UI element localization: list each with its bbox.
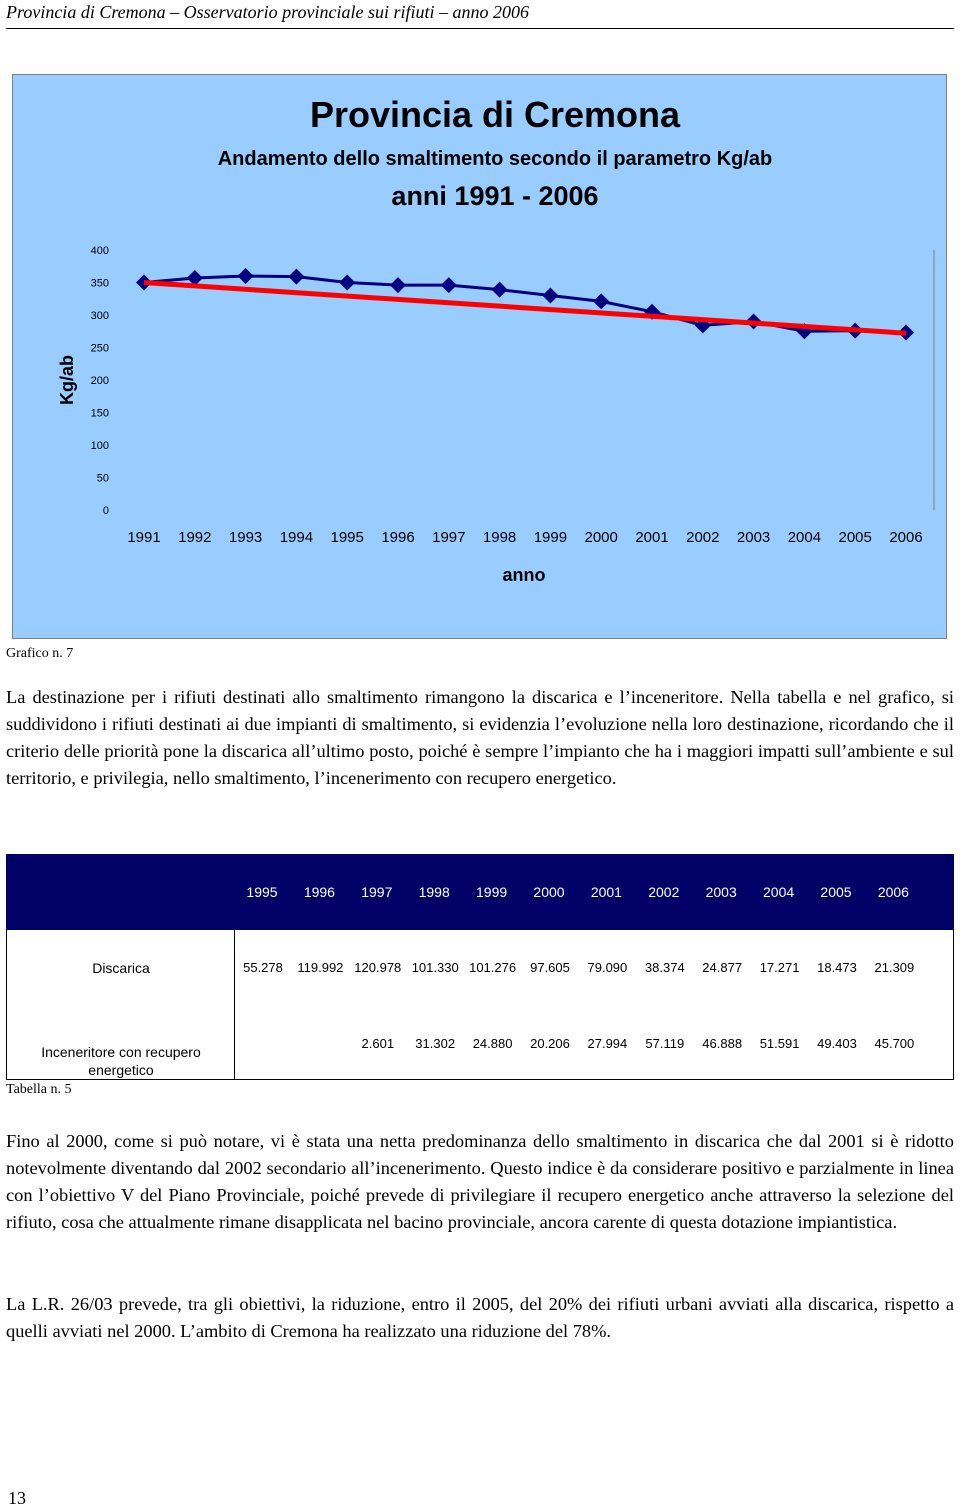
table-cell: 21.309 <box>874 960 915 975</box>
data-point-marker <box>593 293 609 309</box>
data-point-marker <box>390 277 406 293</box>
x-tick-label: 1995 <box>330 529 364 546</box>
chart-subtitle-years: anni 1991 - 2006 <box>391 181 599 211</box>
y-tick-label: 300 <box>90 310 109 322</box>
table-cell: 101.276 <box>469 960 517 975</box>
x-tick-label: 1999 <box>533 529 568 546</box>
y-tick-label: 200 <box>90 375 109 387</box>
y-tick-label: 250 <box>90 342 109 355</box>
data-point-marker <box>339 275 355 291</box>
x-axis-label: anno <box>502 565 546 585</box>
data-point-marker <box>542 288 558 304</box>
data-point-marker <box>238 268 254 284</box>
y-axis-label: Kg/ab <box>57 354 77 406</box>
x-tick-label: 2002 <box>686 529 720 546</box>
table-cell: 27.994 <box>587 1036 628 1051</box>
paragraph-law: La L.R. 26/03 prevede, tra gli obiettivi, la riduzione, entro il 2005, del 20% dei rifiuti urbani avviati alla discarica, rispetto a quelli avviati nel 2000. L’ambito di Cremona ha realizzato una riduzione del 78%. <box>6 1294 954 1341</box>
table-year-header: 2002 <box>648 884 680 900</box>
table-year-header: 1998 <box>418 884 450 900</box>
table-cell: 46.888 <box>702 1036 743 1051</box>
x-tick-label: 1998 <box>482 529 517 546</box>
table-row-label: Discarica <box>92 960 150 976</box>
data-point-marker <box>288 269 304 285</box>
table-cell: 2.601 <box>361 1036 395 1051</box>
chart-title: Provincia di Cremona <box>309 94 681 135</box>
header-rule <box>6 28 954 29</box>
y-tick-label: 0 <box>102 505 109 517</box>
table-year-header: 1996 <box>303 884 335 900</box>
table-cell: 24.880 <box>472 1036 513 1051</box>
table-year-header: 2004 <box>763 884 795 900</box>
x-tick-label: 2006 <box>889 529 923 546</box>
table-cell: 18.473 <box>817 960 857 975</box>
table-year-header: 1995 <box>246 884 278 900</box>
x-tick-label: 1993 <box>228 529 263 546</box>
table-year-header: 2003 <box>705 884 737 900</box>
line-chart <box>13 75 946 638</box>
x-tick-label: 2003 <box>736 529 771 546</box>
table-row-label: Inceneritore con recupero energetico <box>41 1044 201 1078</box>
table-cell: 45.700 <box>874 1036 915 1051</box>
x-tick-label: 2000 <box>584 529 618 546</box>
table-cell: 20.206 <box>530 1036 570 1051</box>
table-year-header: 1999 <box>476 884 508 900</box>
x-tick-label: 1992 <box>178 529 212 546</box>
table-cell: 31.302 <box>415 1036 456 1051</box>
data-point-marker <box>492 282 508 298</box>
running-header: Provincia di Cremona – Osservatorio provinciale sui rifiuti – anno 2006 <box>6 2 529 22</box>
paragraph-intro: La destinazione per i rifiuti destinati allo smaltimento rimangono la discarica e l’inceneritore. Nella tabella e nel grafico, si suddividono i rifiuti destinati ai due impianti di smaltimento, si evidenzia l’evoluzione nella loro destinazione, ricordando che il criterio delle priorità pone la discarica all’ultimo posto, poiché è sempre l’impianto che ha i maggiori impatti sull’ambiente e sul territorio, e privilegia, nello smaltimento, l’incenerimento con recupero energetico. <box>6 687 954 788</box>
y-tick-label: 50 <box>96 472 109 485</box>
table-year-header: 2006 <box>877 884 909 900</box>
table-cell: 55.278 <box>243 960 283 975</box>
data-point-marker <box>441 277 457 293</box>
table-cell: 79.090 <box>587 960 628 975</box>
data-table <box>6 854 954 1080</box>
table-cell: 57.119 <box>645 1036 685 1051</box>
table-year-header: 2005 <box>820 884 852 900</box>
table-cell: 101.330 <box>411 960 459 975</box>
table-year-header: 2000 <box>533 884 565 900</box>
y-tick-label: 150 <box>90 407 109 420</box>
y-tick-label: 350 <box>90 277 109 290</box>
table-year-header: 2001 <box>590 884 622 900</box>
table-cell: 17.271 <box>759 960 800 975</box>
table-cell: 51.591 <box>759 1036 800 1051</box>
table-year-header: 1997 <box>361 884 393 900</box>
chart-subtitle: Andamento dello smaltimento secondo il parametro Kg/ab <box>217 148 773 170</box>
trend-line <box>144 283 906 334</box>
x-tick-label: 1991 <box>127 529 161 546</box>
table-cell: 119.992 <box>297 960 344 975</box>
x-tick-label: 2004 <box>787 529 822 546</box>
x-tick-label: 1996 <box>381 529 415 546</box>
figure-caption: Grafico n. 7 <box>6 646 74 661</box>
table-cell: 97.605 <box>530 960 570 975</box>
table-caption: Tabella n. 5 <box>6 1082 72 1097</box>
table-cell: 120.978 <box>354 960 402 975</box>
page-number: 13 <box>8 1488 26 1508</box>
x-tick-label: 1997 <box>432 529 466 546</box>
y-tick-label: 100 <box>90 440 109 452</box>
y-tick-label: 400 <box>90 245 109 257</box>
x-tick-label: 2001 <box>635 529 669 546</box>
table-cell: 24.877 <box>702 960 743 975</box>
table-cell: 49.403 <box>817 1036 857 1051</box>
chart-panel <box>12 74 947 639</box>
x-tick-label: 1994 <box>279 529 314 546</box>
table-header-row <box>6 854 954 930</box>
x-tick-label: 2005 <box>838 529 872 546</box>
paragraph-discussion: Fino al 2000, come si può notare, vi è stata una netta predominanza dello smaltimento in discarica che dal 2001 si è ridotto notevolmente diventando dal 2002 secondario all’incenerimento. Questo indice è da considerare positivo e parzialmente in linea con l’obiettivo V del Piano Provinciale, poiché prevede di privilegiare il recupero energetico anche attraverso la selezione del rifiuto, cosa che attualmente rimane disapplicata nel bacino provinciale, ancora carente di questa dotazione impiantistica. <box>6 1131 954 1232</box>
table-cell: 38.374 <box>644 960 685 975</box>
